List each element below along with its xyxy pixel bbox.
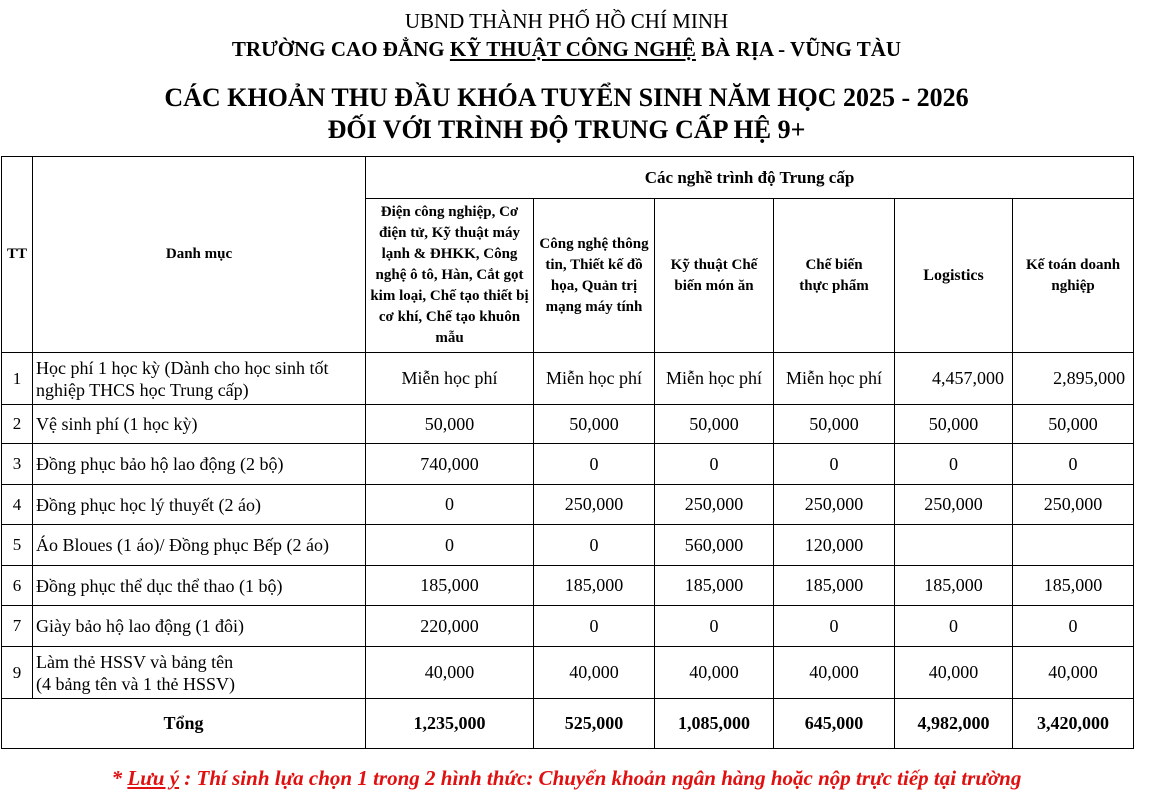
row-number: 5	[2, 525, 33, 566]
school-name-prefix: TRƯỜNG CAO ĐẲNG	[231, 37, 450, 61]
row-value: 0	[655, 606, 774, 647]
row-number: 9	[2, 647, 33, 699]
program-header: Chế biến thực phẩm	[774, 199, 895, 353]
table-row	[2, 405, 1134, 444]
row-value: Miễn học phí	[774, 353, 895, 405]
note-text: : Thí sinh lựa chọn 1 trong 2 hình thức: Chuyển khoản ngân hàng hoặc nộp trực tiếp tại trường	[179, 766, 1022, 790]
fee-table	[1, 156, 1134, 749]
row-item: Đồng phục bảo hộ lao động (2 bộ)	[33, 444, 366, 485]
note-star: *	[111, 766, 128, 790]
row-item-line: Làm thẻ HSSV và bảng tên	[36, 651, 234, 672]
row-value: 740,000	[366, 444, 534, 485]
total-row	[2, 699, 1134, 749]
row-value: 250,000	[895, 485, 1013, 525]
row-item: Vệ sinh phí (1 học kỳ)	[33, 405, 366, 444]
total-value: 4,982,000	[895, 699, 1013, 749]
header-program-group: Các nghề trình độ Trung cấp	[366, 157, 1134, 199]
header-tt: TT	[2, 157, 33, 353]
row-value: 185,000	[895, 566, 1013, 606]
row-value: 560,000	[655, 525, 774, 566]
header-authority: UBND THÀNH PHỐ HỒ CHÍ MINH	[404, 9, 729, 33]
row-value: Miễn học phí	[655, 353, 774, 405]
total-value: 645,000	[774, 699, 895, 749]
row-value: 0	[534, 444, 655, 485]
row-value: 0	[366, 485, 534, 525]
table-row	[2, 606, 1134, 647]
school-name-suffix: BÀ RỊA - VŨNG TÀU	[695, 37, 902, 61]
row-item-line: (4 bảng tên và 1 thẻ HSSV)	[36, 673, 235, 694]
note-label: Lưu ý	[127, 766, 180, 790]
row-value: 40,000	[895, 647, 1013, 699]
header-school-name	[0, 36, 1133, 62]
row-value: 4,457,000	[895, 353, 1013, 405]
row-value: 40,000	[366, 647, 534, 699]
row-value: 40,000	[655, 647, 774, 699]
table-header-row	[2, 157, 1134, 199]
total-value: 1,085,000	[655, 699, 774, 749]
row-item: Đồng phục học lý thuyết (2 áo)	[33, 485, 366, 525]
row-value: 2,895,000	[1013, 353, 1134, 405]
document-title: CÁC KHOẢN THU ĐẦU KHÓA TUYỂN SINH NĂM HỌC 2025 - 2026	[164, 83, 969, 112]
row-value: 40,000	[534, 647, 655, 699]
row-number: 2	[2, 405, 33, 444]
table-row	[2, 525, 1134, 566]
total-value: 1,235,000	[366, 699, 534, 749]
program-header: Điện công nghiệp, Cơ điện tử, Kỹ thuật máy lạnh & ĐHKK, Công nghệ ô tô, Hàn, Cắt gọt kim loại, Chế tạo thiết bị cơ khí, Chế tạo khuôn mẫu	[366, 199, 534, 353]
row-value	[895, 525, 1013, 566]
row-number: 7	[2, 606, 33, 647]
row-value: 185,000	[366, 566, 534, 606]
document-subtitle: ĐỐI VỚI TRÌNH ĐỘ TRUNG CẤP HỆ 9+	[327, 115, 806, 144]
program-header: Công nghệ thông tin, Thiết kế đồ họa, Quản trị mạng máy tính	[534, 199, 655, 353]
row-item: Giày bảo hộ lao động (1 đôi)	[33, 606, 366, 647]
row-value: 0	[1013, 606, 1134, 647]
row-value: 40,000	[1013, 647, 1134, 699]
row-item: Học phí 1 học kỳ (Dành cho học sinh tốt nghiệp THCS học Trung cấp)	[33, 353, 366, 405]
row-value: 250,000	[774, 485, 895, 525]
table-row	[2, 353, 1134, 405]
row-number: 6	[2, 566, 33, 606]
row-value: Miễn học phí	[534, 353, 655, 405]
row-item: Áo Bloues (1 áo)/ Đồng phục Bếp (2 áo)	[33, 525, 366, 566]
row-value: 0	[895, 444, 1013, 485]
row-value: 0	[366, 525, 534, 566]
row-number: 3	[2, 444, 33, 485]
row-value: 50,000	[655, 405, 774, 444]
row-value: 0	[774, 444, 895, 485]
row-value: 185,000	[1013, 566, 1134, 606]
row-value: 50,000	[534, 405, 655, 444]
table-row	[2, 444, 1134, 485]
row-value: 185,000	[534, 566, 655, 606]
header-item: Danh mục	[33, 157, 366, 353]
row-number: 1	[2, 353, 33, 405]
table-row	[2, 485, 1134, 525]
row-item	[33, 647, 366, 699]
total-value: 3,420,000	[1013, 699, 1134, 749]
row-value: 250,000	[534, 485, 655, 525]
total-value: 525,000	[534, 699, 655, 749]
row-value: 250,000	[1013, 485, 1134, 525]
payment-note	[0, 766, 1133, 791]
row-value: 50,000	[895, 405, 1013, 444]
row-number: 4	[2, 485, 33, 525]
row-value: 185,000	[655, 566, 774, 606]
row-value: 0	[534, 606, 655, 647]
row-item: Đồng phục thể dục thể thao (1 bộ)	[33, 566, 366, 606]
program-header: Kỹ thuật Chế biến món ăn	[655, 199, 774, 353]
row-value: 0	[895, 606, 1013, 647]
row-value: 120,000	[774, 525, 895, 566]
row-value: 220,000	[366, 606, 534, 647]
table-row	[2, 566, 1134, 606]
row-value: 50,000	[774, 405, 895, 444]
row-value	[1013, 525, 1134, 566]
program-header: Kế toán doanh nghiệp	[1013, 199, 1134, 353]
row-value: 0	[655, 444, 774, 485]
row-value: 50,000	[366, 405, 534, 444]
row-value: Miễn học phí	[366, 353, 534, 405]
program-header: Logistics	[895, 199, 1013, 353]
row-value: 250,000	[655, 485, 774, 525]
total-label: Tổng	[2, 699, 366, 749]
school-name-underlined: KỸ THUẬT CÔNG NGHỆ	[449, 37, 696, 61]
table-row	[2, 647, 1134, 699]
row-value: 0	[534, 525, 655, 566]
row-value: 185,000	[774, 566, 895, 606]
row-value: 0	[1013, 444, 1134, 485]
row-value: 50,000	[1013, 405, 1134, 444]
row-value: 40,000	[774, 647, 895, 699]
row-value: 0	[774, 606, 895, 647]
